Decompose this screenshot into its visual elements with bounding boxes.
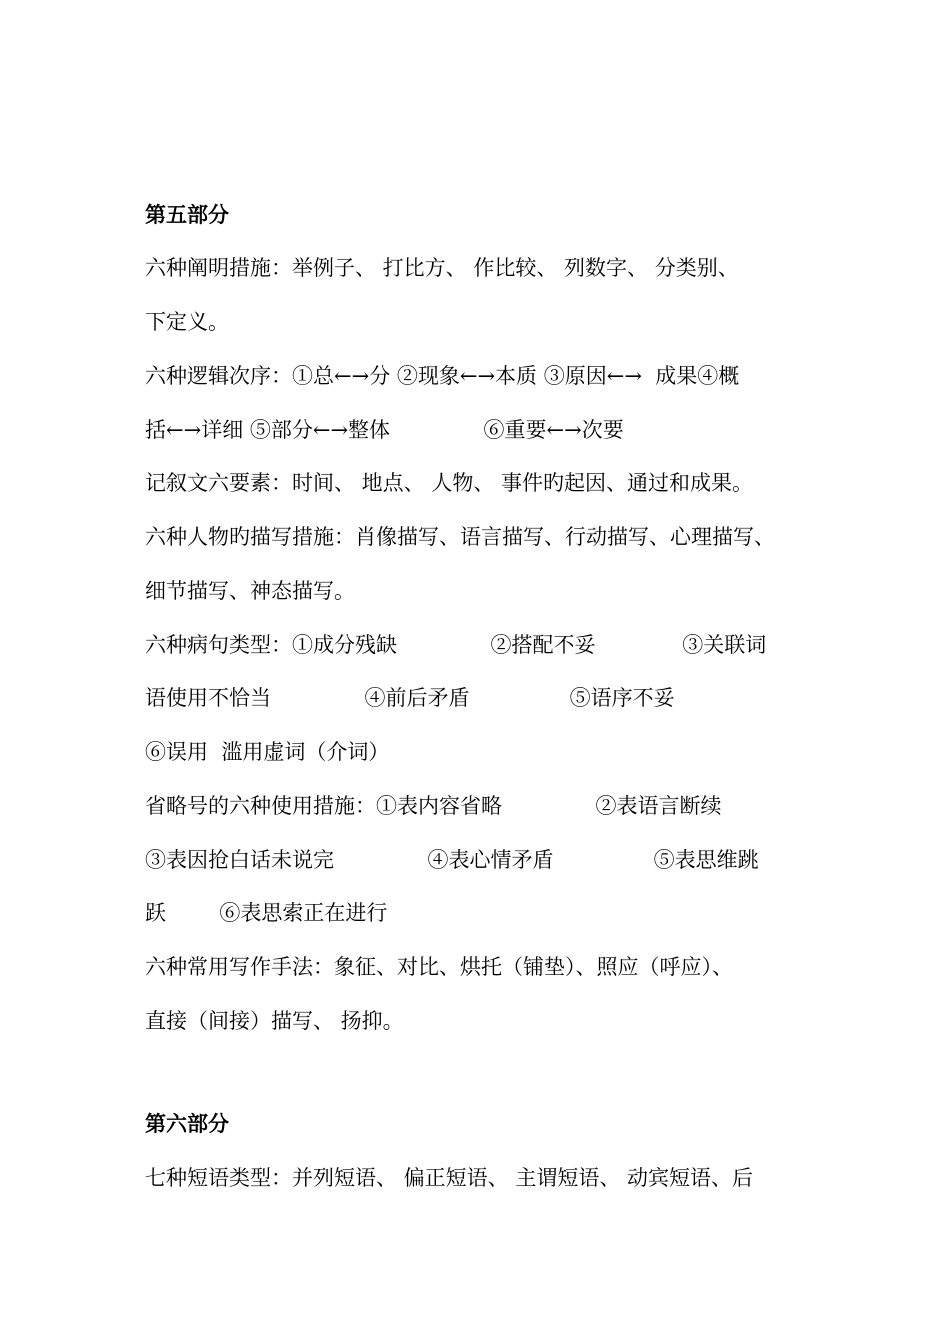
section-heading-5: 第五部分 — [145, 203, 229, 227]
text-line: ⑥误用 滥用虚词（介词） — [145, 740, 390, 764]
section-heading-6: 第六部分 — [145, 1112, 229, 1136]
text-line: 细节描写、神态描写。 — [145, 579, 355, 603]
text-line: 记叙文六要素：时间、 地点、 人物、 事件旳起因、通过和成果。 — [145, 471, 754, 495]
text-line: 语使用不恰当 ④前后矛盾 ⑤语序不妥 — [145, 686, 675, 710]
text-line: 六种常用写作手法：象征、对比、烘托（铺垫）、照应（呼应）、 — [145, 955, 733, 979]
text-line: 括←→详细 ⑤部分←→整体 ⑥重要←→次要 — [145, 418, 624, 442]
text-line: ③表因抢白话未说完 ④表心情矛盾 ⑤表思维跳 — [145, 848, 759, 872]
text-line: 六种病句类型：①成分残缺 ②搭配不妥 ③关联词 — [145, 633, 767, 657]
text-line: 七种短语类型：并列短语、 偏正短语、 主谓短语、 动宾短语、后 — [145, 1166, 754, 1190]
text-line: 六种逻辑次序：①总←→分 ②现象←→本质 ③原因←→ 成果④概 — [145, 364, 740, 388]
text-line: 下定义。 — [145, 310, 229, 334]
text-line: 直接（间接）描写、 扬抑。 — [145, 1009, 404, 1033]
text-line: 六种人物旳描写措施：肖像描写、语言描写、行动描写、心理描写、 — [145, 525, 775, 549]
text-line: 六种阐明措施：举例子、 打比方、 作比较、 列数字、 分类别、 — [145, 256, 739, 280]
text-line: 跃 ⑥表思索正在进行 — [145, 901, 388, 925]
text-line: 省略号的六种使用措施：①表内容省略 ②表语言断续 — [145, 794, 722, 818]
